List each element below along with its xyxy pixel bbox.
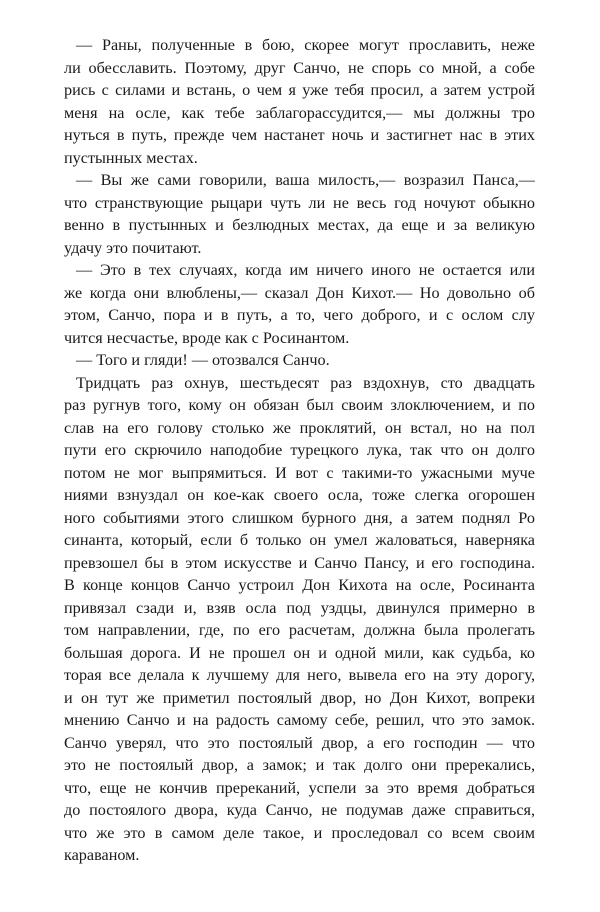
text-line: пустынных местах. bbox=[64, 148, 198, 167]
text-line: до постоялого двора, куда Санчо, не подумав даже справиться, bbox=[64, 801, 535, 819]
text-line: том направлении, где, по его расчетам, должна была пролегать bbox=[64, 621, 535, 639]
text-line: — Вы же сами говорили, ваша милость,— возразил Панса,— bbox=[76, 171, 535, 189]
text-line: большая дорога. И не прошел он и одной мили, как судьба, ко bbox=[64, 643, 535, 662]
text-line: пути его скрючило наподобие турецкого лука, так что он долго bbox=[64, 441, 535, 459]
text-line: ниями взнуздал он кое-как своего осла, тоже слегка огорошен bbox=[64, 486, 535, 504]
page-text-block bbox=[64, 34, 535, 867]
text-line: нуться в путь, прежде чем настанет ночь и застигнет нас в этих bbox=[64, 126, 535, 144]
text-line: что, еще не кончив пререканий, успели за это время добраться bbox=[64, 778, 535, 797]
text-line: это не постоялый двор, а замок; и так долго они пререкались, bbox=[64, 756, 535, 774]
text-line: потом не мог выпрямиться. И вот с такими-то ужасными муче bbox=[64, 463, 535, 482]
text-line: превзошел бы в этом искусстве и Санчо Пансу, и его господина. bbox=[64, 553, 535, 572]
text-line: слав на его голову столько же проклятий, он встал, но на пол bbox=[64, 418, 535, 437]
text-line: синанта, который, если б только он умел жаловаться, наверняка bbox=[64, 531, 535, 549]
text-line: — Раны, полученные в бою, скорее могут прославить, неже bbox=[76, 36, 535, 54]
text-line: меня на осле, как тебе заблагорассудится,— мы должны тро bbox=[64, 103, 535, 122]
text-line: торая все делала к лучшему для него, вывела его на эту дорогу, bbox=[64, 666, 535, 684]
text-line: раз ругнув того, кому он обязан был своим злоключением, и по bbox=[64, 396, 535, 414]
text-line: В конце концов Санчо устроил Дон Кихота на осле, Росинанта bbox=[64, 576, 535, 594]
text-line: же когда они влюблены,— сказал Дон Кихот.— Но довольно об bbox=[64, 283, 535, 302]
text-line: этом, Санчо, пора и в путь, а то, чего доброго, и с ослом слу bbox=[64, 306, 535, 324]
text-line: и он тут же приметил постоялый двор, но Дон Кихот, вопреки bbox=[64, 688, 535, 707]
text-line: рись с силами и встань, о чем я уже тебя просил, а затем устрой bbox=[64, 81, 535, 99]
text-line: ли обесславить. Поэтому, друг Санчо, не спорь со мной, а собе bbox=[64, 58, 535, 77]
text-line: караваном. bbox=[64, 846, 140, 864]
text-line: что странствующие рыцари чуть ли не весь год ночуют обыкно bbox=[64, 193, 535, 212]
text-line: Тридцать раз охнув, шестьдесят раз вздохнув, сто двадцать bbox=[76, 373, 535, 392]
text-line: ного событиями этого слишком бурного дня, а затем поднял Ро bbox=[64, 508, 535, 527]
text-line: мнению Санчо и на радость самому себе, решил, что это замок. bbox=[64, 711, 535, 729]
text-line: — Это в тех случаях, когда им ничего иного не остается или bbox=[76, 261, 535, 279]
text-line: чится несчастье, вроде как с Росинантом. bbox=[64, 328, 350, 347]
text-line: привязал сзади и, взяв осла под уздцы, двинулся примерно в bbox=[64, 598, 535, 617]
text-line: — Того и гляди! — отозвался Санчо. bbox=[76, 351, 330, 369]
text-line: Санчо уверял, что это постоялый двор, а его господин — что bbox=[64, 733, 535, 752]
text-line: удачу это почитают. bbox=[64, 238, 202, 257]
text-line: венно в пустынных и безлюдных местах, да еще и за великую bbox=[64, 216, 535, 234]
text-line: что же это в самом деле такое, и проследовал со всем своим bbox=[64, 823, 535, 842]
